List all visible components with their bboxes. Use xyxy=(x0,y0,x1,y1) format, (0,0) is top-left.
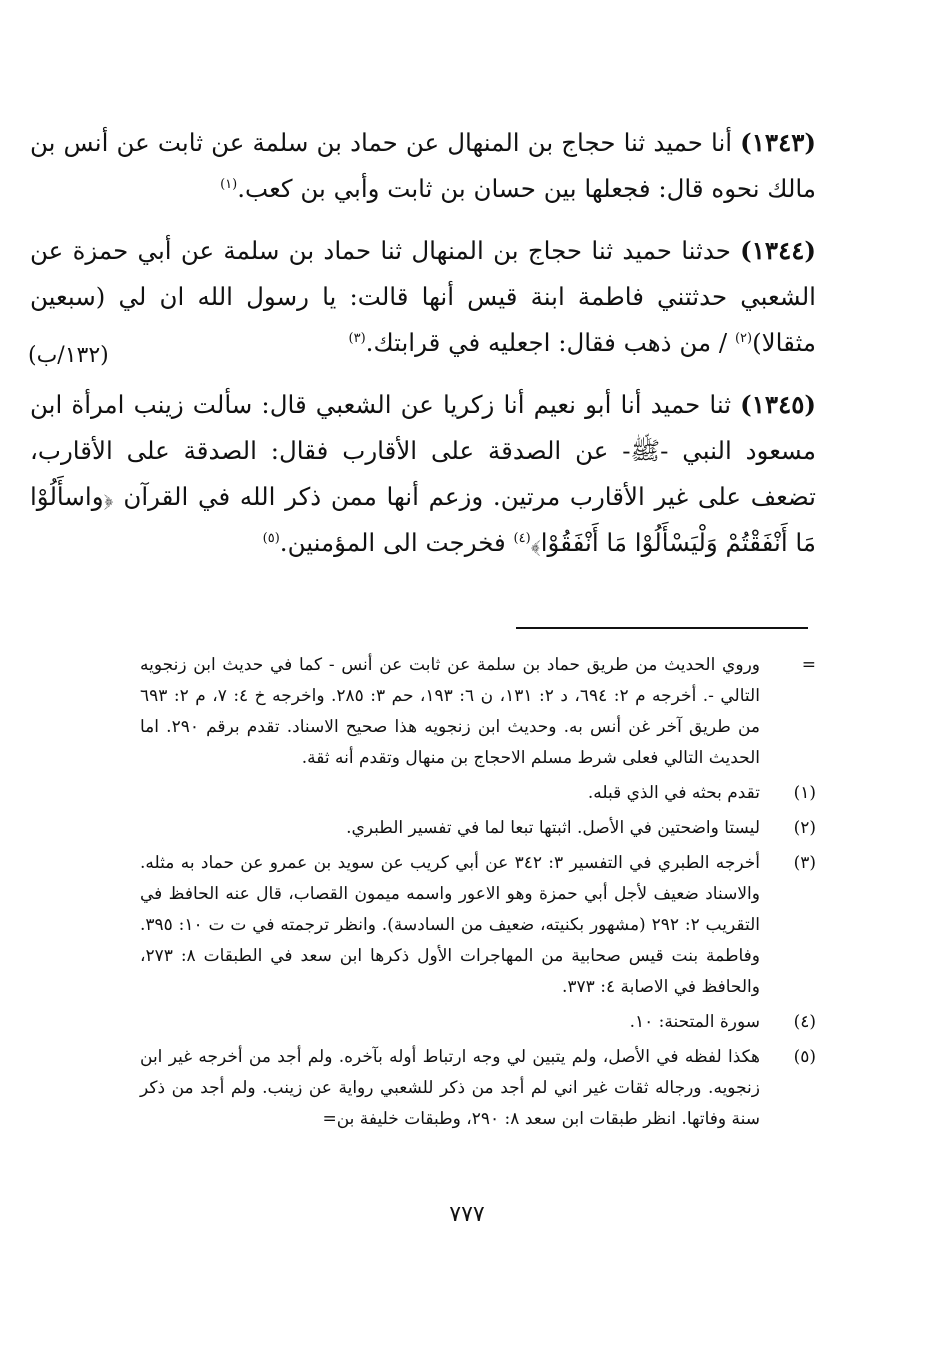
footnote-mark: (٢) xyxy=(793,818,816,838)
hadith-text: ثنا حميد أنا أبو نعيم أنا زكريا عن الشعبي قال: سألت زينب امرأة ابن مسعود النبي -ﷺ- عن الصدقة على الأقارب فقال: الصدقة على الأقارب، تضعف على غير الأقارب مرتين. وزعم أنها ممن ذكر الله في القرآن ﴿واسأَلُوْا مَا أَنْفَقْتُمْ وَلْيَسْأَلُوْا مَا أَنْفَقُوْا﴾ xyxy=(30,390,816,557)
footnote-continuation xyxy=(140,650,816,774)
hadith-text: حدثنا حميد ثنا حجاج بن المنهال ثنا حماد بن سلمة عن أبي حمزة عن الشعبي حدثتني فاطمة ابنة قيس أنها قالت: يا رسول الله ان لي (سبعين مثقالا) xyxy=(30,236,816,357)
hadith-number: (١٣٤٥) xyxy=(740,390,816,419)
footnote-text: أخرجه الطبري في التفسير ٣: ٣٤٢ عن أبي كريب عن سويد بن عمرو عن حماد به مثله. والاسناد ضعيف لأجل أبي حمزة وهو الاعور واسمه ميمون القصاب، قال عنه الحافظ في التقريب ٢: ٢٩٢ (مشهور بكنيته، ضعيف من السادسة). وانظر ترجمته في ت ت ١٠: ٣٩٥. وفاطمة بنت قيس صحابية من المهاجرات الأول ذكرها ابن سعد في الطبقات ٨: ٢٧٣، والحافظ في الاصابة ٤: ٣٧٣. xyxy=(140,853,760,997)
footnote-text: هكذا لفظه في الأصل، ولم يتبين لي وجه ارتباط أوله بآخره. ولم أجد من أخرجه غير ابن زنجويه. ورجاله ثقات غير اني لم أجد من ذكر للشعبي رواية عن زينب. ولم أجد من ذكر سنة وفاتها. انظر طبقات ابن سعد ٨: ٢٩٠، وطبقات خليفة بن= xyxy=(140,1047,760,1129)
footnotes xyxy=(140,650,816,1139)
hadith-1345 xyxy=(30,382,816,566)
hadith-text: / من ذهب فقال: اجعليه في قرابتك. xyxy=(365,328,735,357)
footnote-mark: (٥) xyxy=(793,1047,816,1067)
footnote-mark: = xyxy=(801,655,816,675)
hadith-1343 xyxy=(30,120,816,212)
footnote-ref: (٥) xyxy=(262,530,280,546)
footnote-ref: (٣) xyxy=(348,330,366,346)
hadith-number: (١٣٤٤) xyxy=(740,236,816,265)
footnote-3 xyxy=(140,848,816,1003)
footnote-mark: (٤) xyxy=(793,1012,816,1032)
footnote-divider xyxy=(516,627,808,629)
footnote-5 xyxy=(140,1042,816,1135)
footnote-text: سورة المتحنة: ١٠. xyxy=(629,1012,760,1032)
footnote-4 xyxy=(140,1007,816,1038)
main-text xyxy=(30,120,816,582)
footnote-ref: (١) xyxy=(220,176,238,192)
hadith-text: أنا حميد ثنا حجاج بن المنهال عن حماد بن سلمة عن ثابت عن أنس بن مالك نحوه قال: فجعلها بين حسان بن ثابت وأبي بن كعب. xyxy=(30,128,816,203)
footnote-2 xyxy=(140,813,816,844)
folio-marker: (١٣٢/ب) xyxy=(28,343,109,368)
footnote-ref: (٢) xyxy=(734,330,753,346)
hadith-text: فخرجت الى المؤمنين. xyxy=(279,528,514,557)
footnote-text: ليستا واضحتين في الأصل. اثبتها تبعا لما في تفسير الطبري. xyxy=(346,818,760,838)
footnote-mark: (٣) xyxy=(793,853,816,873)
footnote-mark: (١) xyxy=(793,783,816,803)
hadith-1344 xyxy=(30,228,816,366)
footnote-ref: (٤) xyxy=(513,530,531,546)
footnote-1 xyxy=(140,778,816,809)
page-number: ٧٧٧ xyxy=(449,1202,485,1227)
footnote-text: تقدم بحثه في الذي قبله. xyxy=(587,783,760,803)
footnote-text: وروي الحديث من طريق حماد بن سلمة عن ثابت عن أنس - كما في حديث ابن زنجويه التالي -. أخرجه م ٢: ٦٩٤، د ٢: ١٣١، ن ٦: ١٩٣، حم ٣: ٢٨٥. واخرجه خ ٤: ٧، م ٢: ٦٩٣ من طريق آخر غن أنس به. وحديث ابن زنجويه هذا صحيح الاسناد. تقدم برقم ٢٩٠. اما الحديث التالي فعلى شرط مسلم الاحجاج بن منهال وتقدم أنه ثقة. xyxy=(140,655,760,768)
hadith-number: (١٣٤٣) xyxy=(740,128,816,157)
